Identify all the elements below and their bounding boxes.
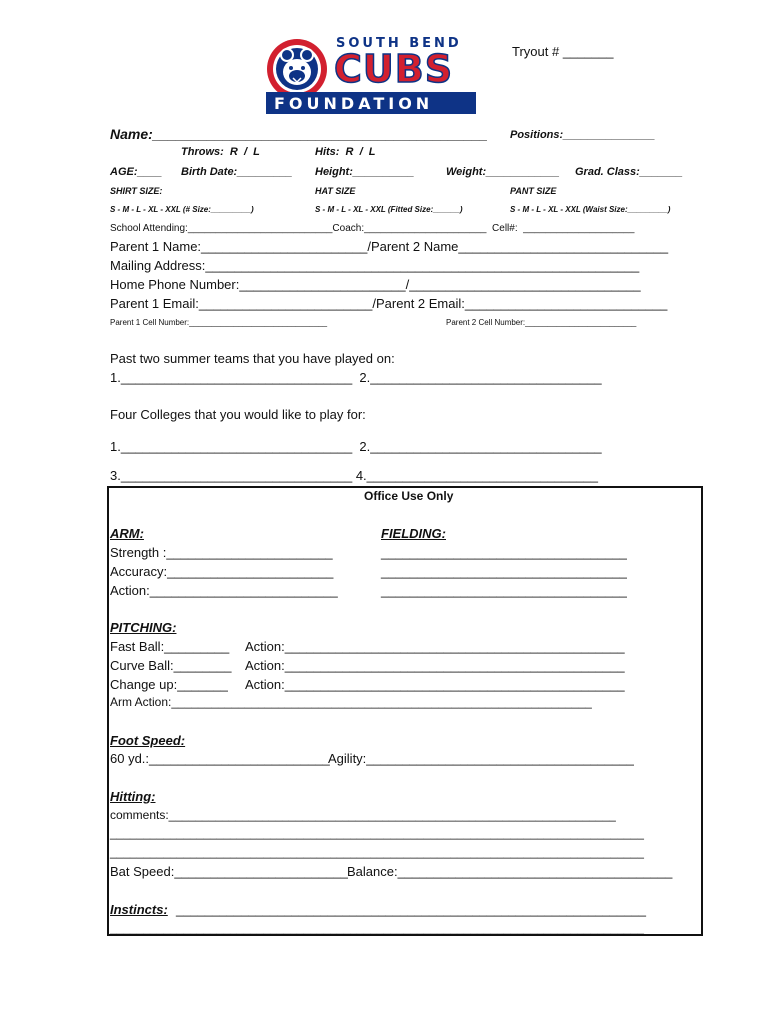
hat-size-options: S - M - L - XL - XXL (Fitted Size:______)	[315, 205, 463, 214]
office-use-title: Office Use Only	[364, 489, 454, 503]
weight-field: Weight:____________	[446, 166, 560, 178]
pant-size-label: PANT SIZE	[510, 186, 557, 196]
summer-teams-prompt: Past two summer teams that you have played on:	[110, 351, 395, 366]
hits-field: Hits: R / L	[315, 146, 376, 158]
change-up-field: Change up:_______	[110, 677, 228, 692]
pant-size-options: S - M - L - XL - XXL (Waist Size:_________)	[510, 205, 671, 214]
summer-teams-row: 1.________________________________ 2.________________________________	[110, 370, 602, 385]
sixty-yard-field: 60 yd.:_________________________	[110, 751, 330, 766]
colleges-prompt: Four Colleges that you would like to play for:	[110, 407, 366, 422]
cubs-bear-seal-icon	[266, 38, 328, 100]
positions-field: Positions:_______________	[510, 129, 655, 141]
instincts-line-1: _________________________________________________________________	[176, 902, 646, 917]
agility-field: Agility:_____________________________________	[328, 751, 634, 766]
logo-line-foundation: FOUNDATION	[274, 94, 434, 113]
logo-line-cubs: CUBS	[334, 47, 454, 91]
parent2-cell-line: Parent 2 Cell Number:_________________________	[446, 318, 637, 327]
balance-field: Balance:______________________________________	[347, 864, 673, 879]
throws-field: Throws: R / L	[181, 146, 260, 158]
name-field: Name:___________________________________________	[110, 126, 488, 142]
fielding-line-1: __________________________________	[381, 545, 627, 560]
shirt-size-options: S - M - L - XL - XXL (# Size:_________)	[110, 205, 254, 214]
strength-field: Strength :_______________________	[110, 545, 333, 560]
arm-action-field: Action:__________________________	[110, 583, 338, 598]
logo-banner	[266, 92, 476, 114]
fielding-line-2: __________________________________	[381, 564, 627, 579]
hitting-blank-line-2: ________________________________________________________________________________	[110, 845, 644, 859]
tryout-number: Tryout # _______	[512, 44, 614, 59]
colleges-row-2: 3.________________________________ 4.________________________________	[110, 468, 599, 483]
school-coach-cell-line: School Attending:__________________________Coach:______________________ Cell#: ____________________	[110, 223, 635, 234]
height-field: Height:__________	[315, 166, 415, 178]
hat-size-label: HAT SIZE	[315, 186, 356, 196]
curve-ball-field: Curve Ball:________	[110, 658, 232, 673]
age-field: AGE:____	[110, 166, 162, 178]
arm-heading: ARM:	[110, 526, 144, 541]
home-phone-line: Home Phone Number:_______________________/________________________________	[110, 277, 641, 292]
fielding-heading: FIELDING:	[381, 526, 446, 541]
foundation-logo	[266, 34, 476, 114]
hitting-heading: Hitting:	[110, 789, 156, 804]
bat-speed-field: Bat Speed:________________________	[110, 864, 348, 879]
birth-date-field: Birth Date:_________	[181, 166, 293, 178]
instincts-heading: Instincts:	[110, 902, 168, 917]
grad-class-field: Grad. Class:_______	[575, 166, 683, 178]
parent-emails-line: Parent 1 Email:________________________/Parent 2 Email:____________________________	[110, 296, 668, 311]
fast-ball-field: Fast Ball:_________	[110, 639, 230, 654]
hitting-blank-line-1: ________________________________________________________________________________	[110, 826, 644, 840]
fast-ball-action-field: Action:_______________________________________________	[245, 639, 625, 654]
arm-action-pitching-field: Arm Action:_______________________________________________________________	[110, 695, 592, 709]
curve-ball-action-field: Action:_______________________________________________	[245, 658, 625, 673]
foot-speed-heading: Foot Speed:	[110, 733, 186, 748]
colleges-row-1: 1.________________________________ 2.________________________________	[110, 439, 602, 454]
hitting-comments-field: comments:___________________________________________________________________	[110, 808, 616, 822]
logo-line-south-bend: SOUTH BEND	[336, 36, 462, 51]
instincts-line-2: ________________________________________________________________________________	[110, 921, 644, 935]
fielding-line-3: __________________________________	[381, 583, 627, 598]
mailing-address-line: Mailing Address:____________________________________________________________	[110, 258, 640, 273]
parent1-cell-line: Parent 1 Cell Number:_______________________________	[110, 318, 328, 327]
pitching-heading: PITCHING:	[110, 620, 177, 635]
change-up-action-field: Action:_______________________________________________	[245, 677, 625, 692]
accuracy-field: Accuracy:_______________________	[110, 564, 334, 579]
shirt-size-label: SHIRT SIZE:	[110, 186, 163, 196]
parent-names-line: Parent 1 Name:_______________________/Parent 2 Name_____________________________	[110, 239, 669, 254]
